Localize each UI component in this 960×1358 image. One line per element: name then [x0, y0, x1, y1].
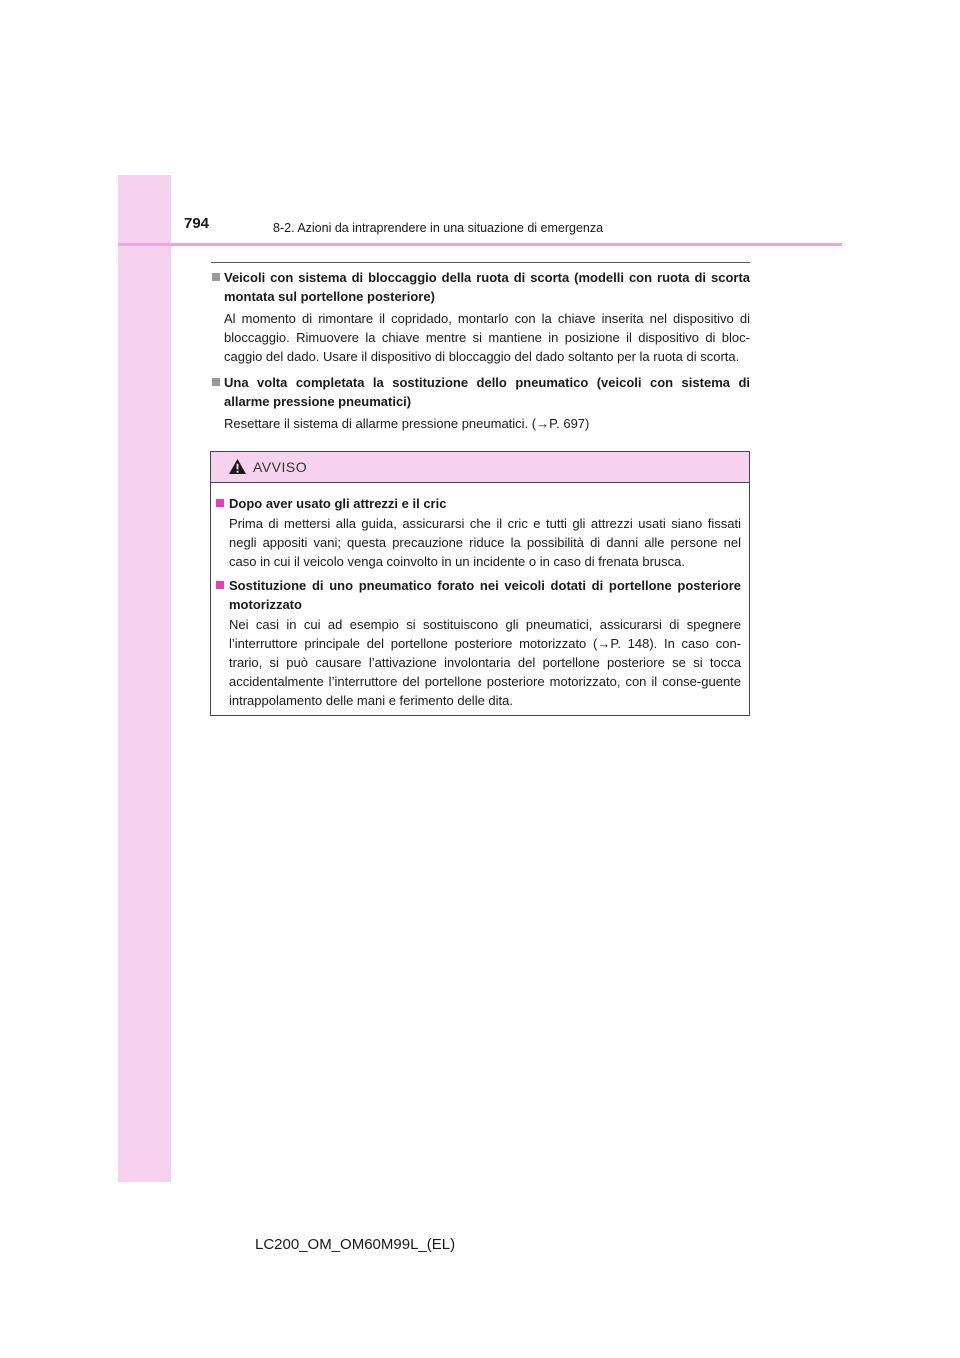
item-heading: [211, 268, 750, 306]
square-bullet-icon: [212, 273, 220, 281]
item-heading-text: Una volta completata la sostituzione dello pneumatico (veicoli con sistema di allarme pressione pneumatici): [224, 375, 750, 409]
item-body: Al momento di rimontare il copridado, montarlo con la chiave inserita nel dispositivo di bloccaggio. Rimuovere la chiave mentre si mantiene in posizione il dispositivo di bloc-caggio del dado. Usare il dispositivo di bloccaggio del dado soltanto per la ruota di scorta.: [224, 311, 750, 364]
warning-item-heading: [216, 494, 741, 513]
square-bullet-icon: [212, 378, 220, 386]
side-band: [118, 175, 171, 1182]
warning-item-heading-text: Dopo aver usato gli attrezzi e il cric: [229, 496, 447, 511]
warning-header: [211, 452, 749, 483]
content-top-rule: [211, 262, 750, 263]
warning-item-heading-text: Sostituzione di uno pneumatico forato nei veicoli dotati di portellone posteriore motorizzato: [229, 578, 741, 612]
warning-label: AVVISO: [253, 459, 308, 475]
header-divider: [118, 243, 842, 246]
square-bullet-icon: [216, 581, 224, 589]
section-title: 8-2. Azioni da intraprendere in una situazione di emergenza: [273, 221, 604, 235]
warning-item-heading: [216, 576, 741, 614]
footer-document-code: LC200_OM_OM60M99L_(EL): [255, 1236, 456, 1253]
warning-item-body: Prima di mettersi alla guida, assicurarsi che il cric e tutti gli attrezzi usati siano fissati negli appositi vani; questa precauzione riduce la possibilità di danni alle persone nel caso in cui il veicolo venga coinvolto in un incidente o in caso di frenata brusca.: [229, 516, 741, 569]
item-heading-text: Veicoli con sistema di bloccaggio della ruota di scorta (modelli con ruota di scorta montata sul portellone posteriore): [224, 270, 750, 304]
item-body: Resettare il sistema di allarme pressione pneumatici. (→P. 697): [224, 416, 590, 431]
item-heading: [211, 373, 750, 411]
page-number: 794: [184, 215, 210, 232]
warning-triangle-icon: [228, 458, 247, 475]
main-content: [211, 268, 750, 440]
warning-content: [211, 483, 749, 710]
warning-item-body: Nei casi in cui ad esempio si sostituiscono gli pneumatici, assicurarsi di spegnere l’interruttore principale del portellone posteriore motorizzato (→P. 148). In caso con-trario, si può causare l’attivazione involontaria del portellone posteriore se si tocca accidentalmente l’interruttore del portellone posteriore motorizzato, con il conse-guente intrappolamento delle mani e ferimento delle dita.: [229, 617, 741, 708]
square-bullet-icon: [216, 499, 224, 507]
warning-box: [210, 451, 750, 716]
